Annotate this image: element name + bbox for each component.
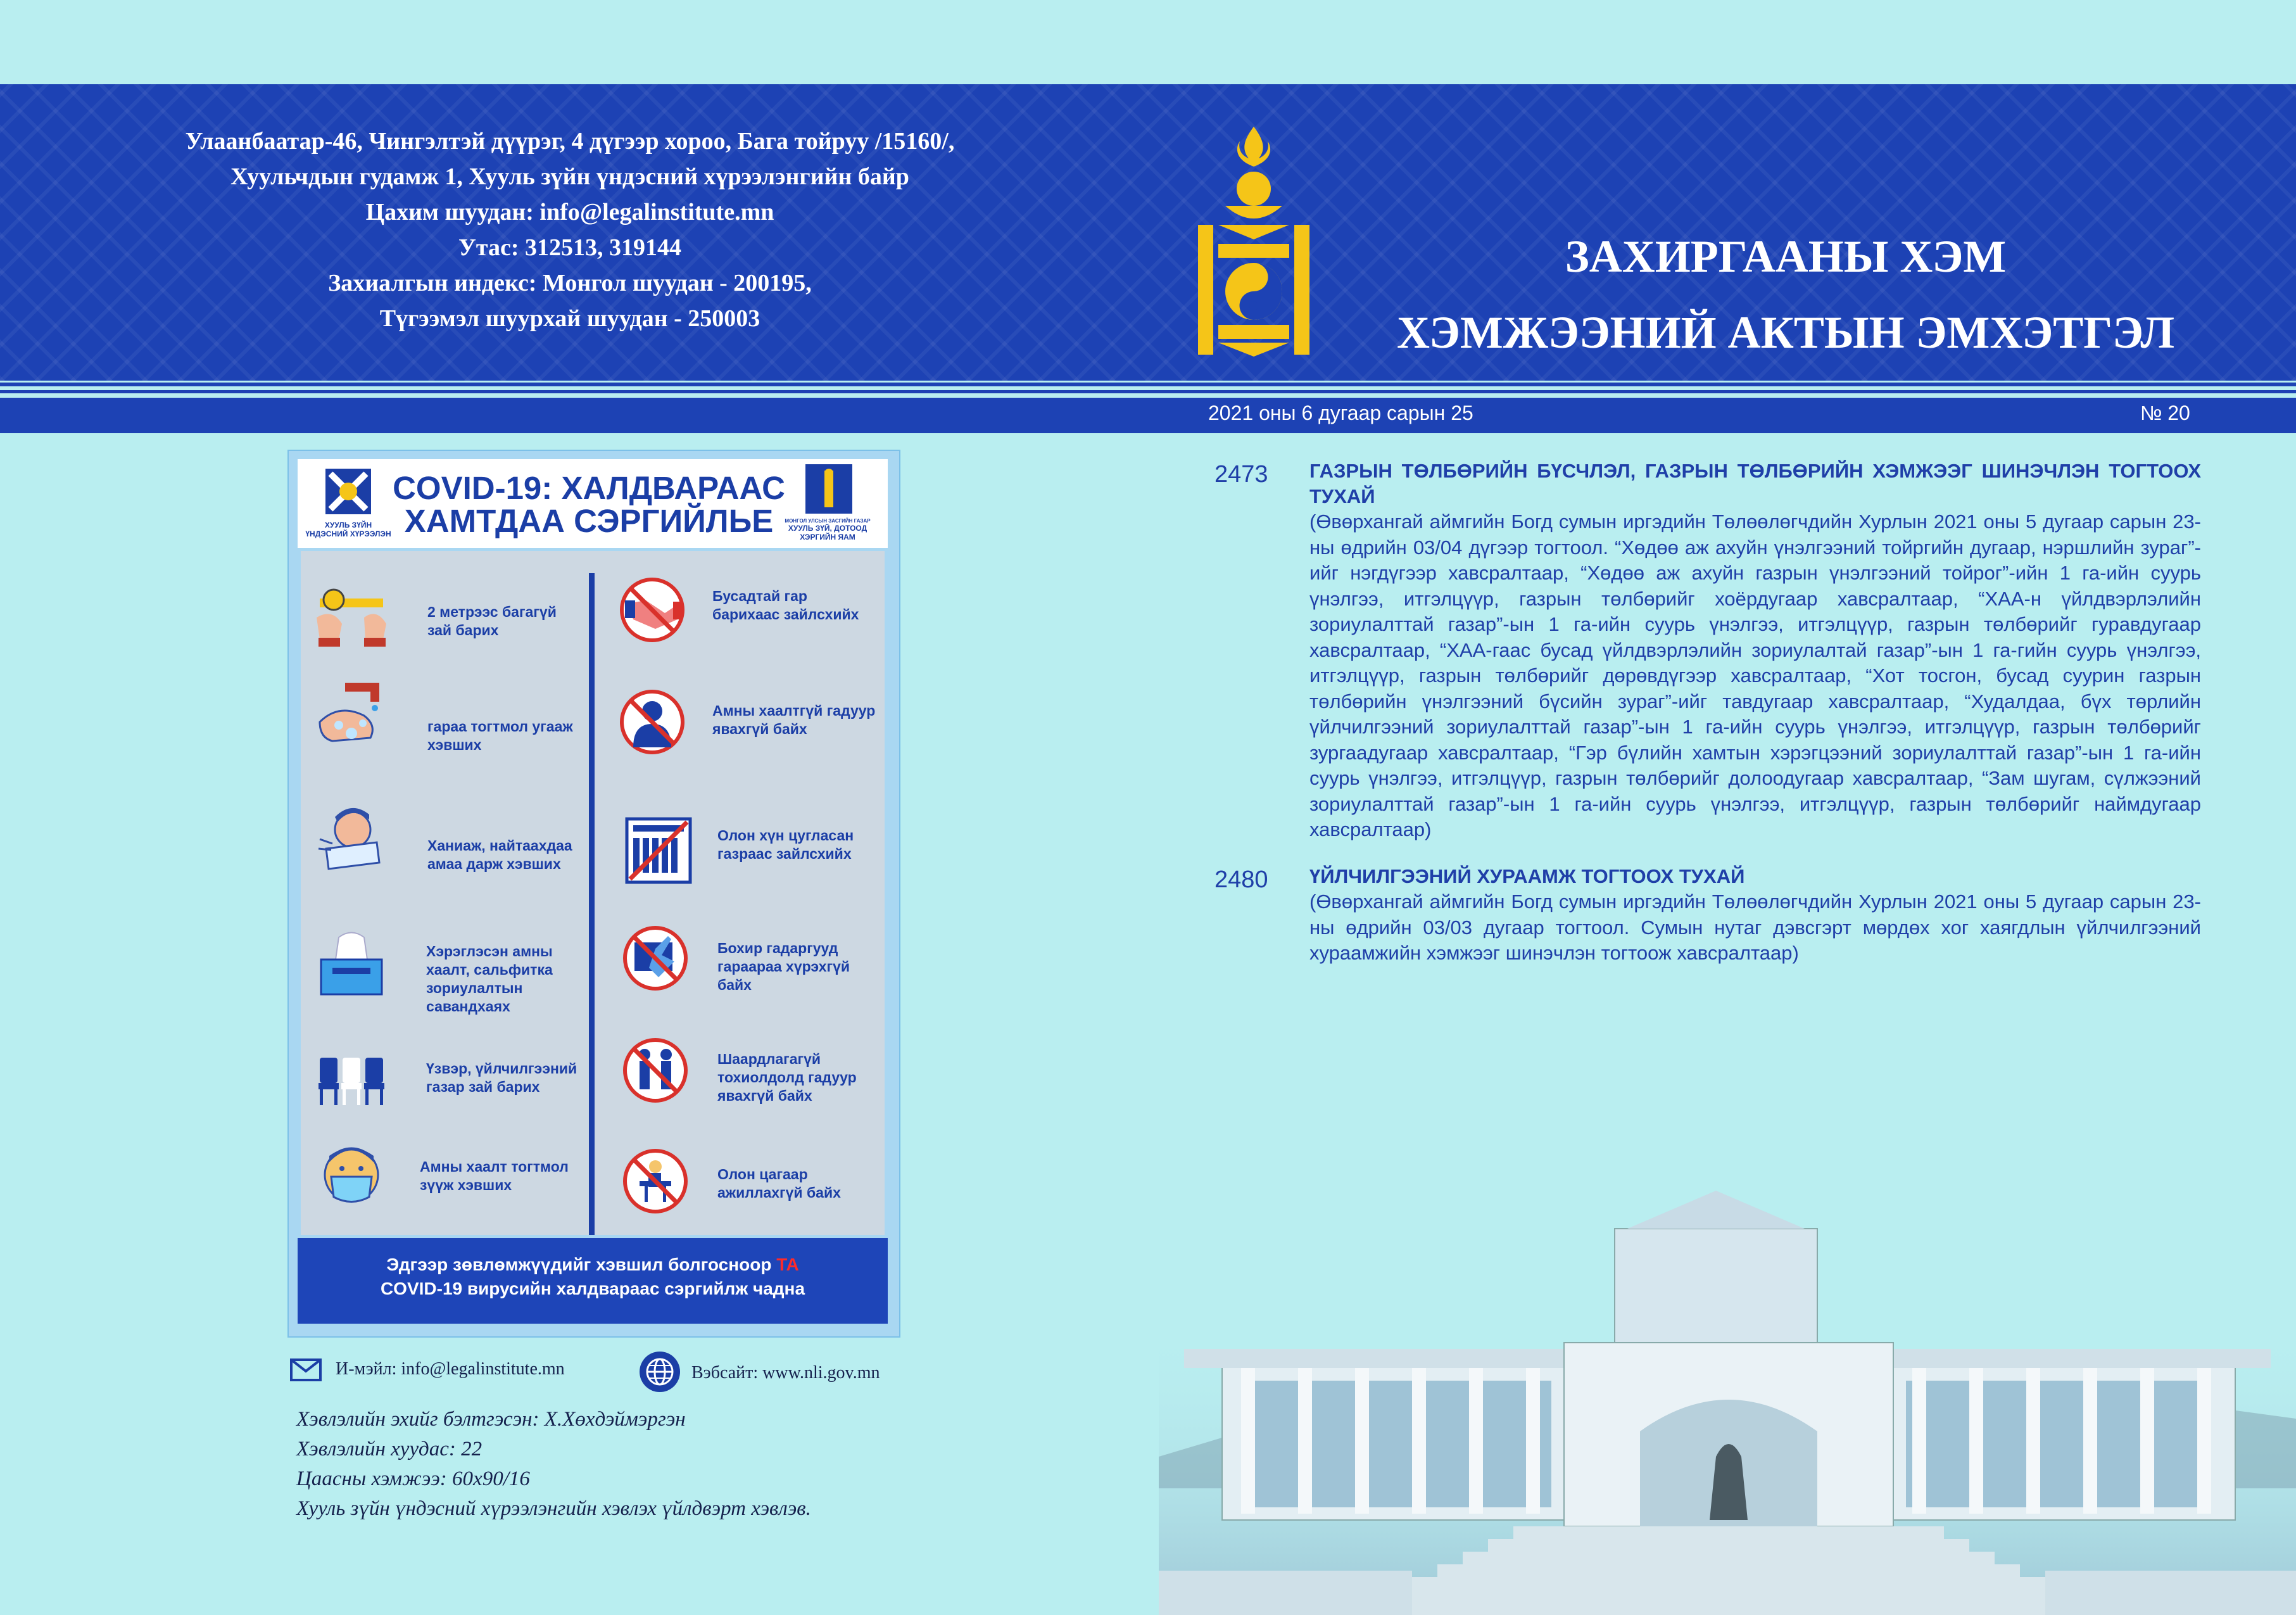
poster-divider (589, 573, 595, 1235)
footer-highlight: ТА (776, 1255, 799, 1274)
email-link[interactable]: И-мэйл: info@legalinstitute.mn (336, 1359, 565, 1379)
no-handshake-icon (617, 575, 693, 645)
address-line: Хуульчдын гудамж 1, Хууль зүйн үндэсний хүрээлэнгийн байр (230, 163, 909, 190)
poster-title-line: COVID-19: ХАЛДВАРААС (393, 470, 785, 506)
no-crowd-icon (624, 816, 700, 885)
tip-label: Бусадтай гар барихаас зайлсхийх (712, 588, 859, 623)
poster-title (393, 472, 785, 538)
imprint-line: Хэвлэлийн хуудас: 22 (296, 1438, 483, 1460)
address-line: Цахим шуудан: info@legalinstitute.mn (365, 199, 774, 225)
tip-item (621, 1146, 697, 1219)
entry-item (1309, 459, 2201, 843)
tip-label: Амны хаалтгүй гадуур явахгүй байх (712, 702, 876, 737)
tape-measure-icon (313, 580, 389, 649)
imprint-line: Хууль зүйн үндэсний хүрээлэнгийн хэвлэх үйлдвэрт хэвлэв. (296, 1497, 811, 1520)
tip-item (617, 575, 693, 648)
imprint-line: Цаасны хэмжээ: 60x90/16 (296, 1467, 530, 1490)
poster-footer-text (298, 1253, 888, 1301)
globe-icon (638, 1350, 681, 1393)
entry-title: ҮЙЛЧИЛГЭЭНИЙ ХУРААМЖ ТОГТООХ ТУХАЙ (1309, 865, 1745, 887)
tip-label: 2 метрээс багагүй зай барих (427, 604, 557, 638)
tip-label: Бохир гадаргууд гараараа хүрэхгүй байх (717, 940, 850, 993)
tip-item (621, 1036, 697, 1108)
address-line: Утас: 312513, 319144 (458, 234, 682, 261)
address-line: Түгээмэл шуурхай шуудан - 250003 (379, 305, 760, 332)
tip-label: Үзвэр, үйлчилгээний газар зай барих (426, 1060, 577, 1095)
face-mask-icon (313, 1140, 389, 1210)
address-block (95, 124, 1045, 336)
header-stripe (0, 390, 2296, 393)
entry-description: (Өвөрхангай аймгийн Богд сумын иргэдийн Төлөөлөгчдийн Хурлын 2021 оны 5 дугаар сарын 23-ны өдрийн 03/04 дүгээр тогтоол. “Хөдөө аж ахуйн үнэлгээний тойргийн дугаар, нэршлийн зураг”-ийг нэгдүгээр хавсралтаар, “Хөдөө аж ахуйн газрын үнэлгээний тойрог”-ийн 1 га-ийн суурь үнэлгээ, итгэлцүүр, газрын төлбөрийг хоёрдугаар хавсралтаар, “ХАА-н үйлдвэрлэлийн зориулалттай газар”-ын 1 га-ийн суурь үнэлгээ, итгэлцүүр, газрын төлбөрийг гуравдугаар хавсралтаар, “ХАА-гаас бусад үйлдвэрлэлийн зориулалтай газар”-ын 1 га-гийн суурь үнэлгээ, итгэлцүүр, газрын төлбөрийг дөрөвдүгээр хавсралтаар, “Хот тосгон, бусад суурин газрын төлбөрийн үнэлгээний бүсийн зураг”-ийг тавдугаар хавсралтаар, “Худалдаа, бүх төрлийн үйлчилгээний зориулалттай газар”-ын 1 га-ийн суурь үнэлгээ, итгэлцүүр, газрын төлбөрийг зургаадугаар хавсралтаар, “Гэр бүлийн хамтын хэрэгцээний зориулалттай газар”-ын 1 га-ийн суурь үнэлгээ, итгэлцүүр, газрын төлбөрийг долоодугаар хавсралтаар, “Зам шугам, сүлжээний зориулалттай газар”-ын 1 га-ийн суурь үнэлгээ, итгэлцүүр, газрын төлбөрийг наймдугаар хавсралтаар) (1309, 510, 2201, 840)
website-link[interactable]: Вэбсайт: www.nli.gov.mn (691, 1363, 880, 1383)
tip-label: Олон цагаар ажиллахгүй байх (717, 1166, 841, 1201)
entry-item (1309, 864, 2201, 966)
org-name-line: ҮНДЭСНИЙ ХҮРЭЭЛЭН (305, 529, 391, 538)
footer-text: Эдгээр зөвлөмжүүдийг хэвшил болгосноор (386, 1255, 777, 1274)
tip-label: Амны хаалт тогтмол зүүж хэвших (420, 1158, 569, 1193)
imprint-block (296, 1405, 811, 1524)
org-name-line: ХУУЛЬ ЗҮЙН (324, 521, 372, 529)
tip-item (313, 1045, 389, 1118)
publication-title (1330, 218, 2242, 370)
tip-item (624, 816, 700, 889)
poster-title-line: ХАМТДАА СЭРГИЙЛЬЕ (404, 503, 774, 539)
poster-org-right (780, 518, 875, 542)
poster-org-left (298, 521, 399, 538)
entry-number: 2480 (1214, 866, 1268, 893)
issue-date: 2021 оны 6 дугаар сарын 25 (1208, 402, 1473, 424)
tip-item (621, 923, 697, 996)
tip-item (313, 580, 389, 652)
header-stripe (0, 383, 2296, 386)
entry-number: 2473 (1214, 461, 1268, 488)
mail-icon (290, 1358, 322, 1381)
address-line: Улаанбаатар-46, Чингэлтэй дүүрэг, 4 дүгээр хороо, Бага тойруу /15160/, (185, 128, 955, 155)
tip-label: Ханиаж, найтаахдаа амаа дарж хэвших (427, 837, 572, 872)
no-touch-icon (621, 923, 697, 993)
org-name-line: ХУУЛЬ ЗҮЙ, ДОТООД ХЭРГИЙН ЯАМ (788, 524, 867, 542)
no-going-out-icon (621, 1036, 697, 1105)
title-line: ЗАХИРГААНЫ ХЭМ (1565, 231, 2007, 282)
imprint-line: Хэвлэлийн эхийг бэлтгэсэн: Х.Хөхдэймэргэн (296, 1408, 686, 1431)
tissue-box-icon (313, 931, 389, 1001)
tip-item (617, 687, 693, 760)
tip-label: Шаардлагагүй тохиолдолд гадуур явахгүй байх (717, 1051, 857, 1104)
chairs-icon (313, 1045, 389, 1115)
title-line: ХЭМЖЭЭНИЙ АКТЫН ЭМХЭТГЭЛ (1396, 307, 2175, 358)
footer-line: COVID-19 вирусийн халдвараас сэргийлж чадна (380, 1279, 805, 1298)
tip-item (313, 1140, 389, 1213)
government-palace-image (1159, 1191, 2296, 1615)
tip-item (313, 678, 389, 750)
issue-number: № 20 (2140, 402, 2190, 424)
institute-logo-icon (324, 467, 372, 516)
org-name-line: МОНГОЛ УЛСЫН ЗАСГИЙН ГАЗАР (785, 518, 871, 524)
hand-washing-icon (313, 678, 389, 747)
tip-item (313, 931, 389, 1004)
entry-title: ГАЗРЫН ТӨЛБӨРИЙН БҮСЧЛЭЛ, ГАЗРЫН ТӨЛБӨРИЙН ХЭМЖЭЭГ ШИНЭЧЛЭН ТОГТООХ ТУХАЙ (1309, 460, 2201, 507)
tip-label: Олон хүн цугласан газраас зайлсхийх (717, 827, 854, 862)
address-line: Захиалгын индекс: Монгол шуудан - 200195, (328, 270, 812, 296)
date-bar (0, 398, 2296, 433)
tip-label: Хэрэглэсэн амны хаалт, сальфитка зориулалтын савандхаях (426, 943, 553, 1015)
no-office-icon (621, 1146, 697, 1216)
entry-description: (Өвөрхангай аймгийн Богд сумын иргэдийн Төлөөлөгчдийн Хурлын 2021 оны 5 дугаар сарын 23-ны өдрийн 03/03 дугаар тогтоол. Сумын нутаг дэвсгэрт мөрдөх хог хаягдлын үйлчилгээний хураамжийн хэмжээг шинэчлэн тогтоож хавсралтаар) (1309, 890, 2201, 964)
tip-item (313, 804, 389, 877)
soyombo-emblem-icon (1190, 124, 1317, 361)
sneezing-icon (313, 804, 389, 874)
footer-line (298, 1253, 888, 1277)
tip-label: гараа тогтмол угааж хэвших (427, 718, 573, 753)
ministry-logo-icon (805, 464, 852, 514)
no-unmasked-icon (617, 687, 693, 757)
